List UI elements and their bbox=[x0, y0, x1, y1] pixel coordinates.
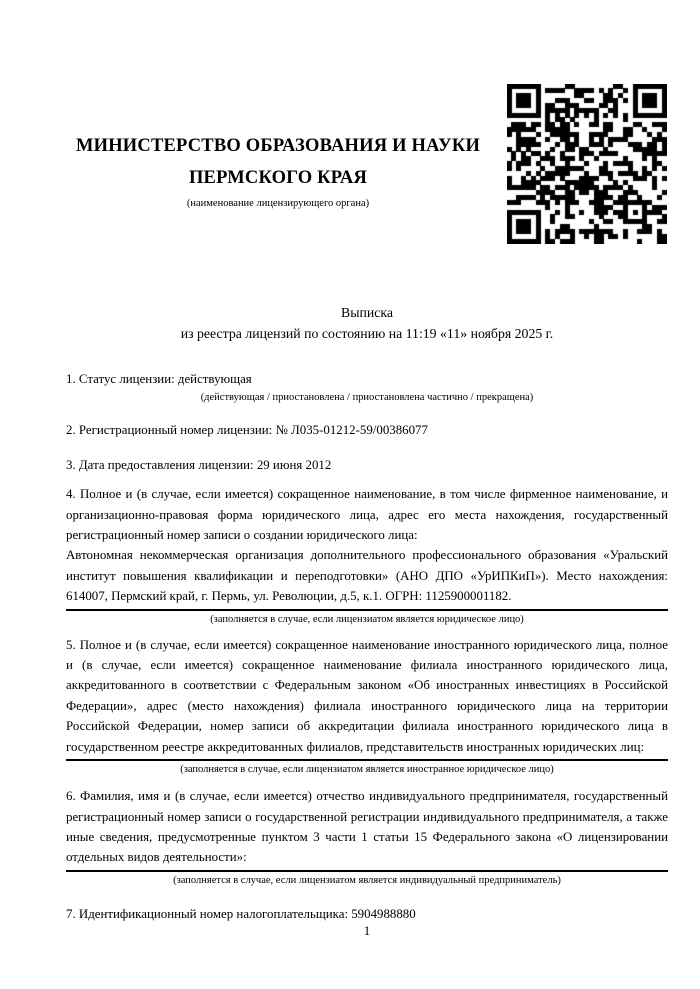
authority-name-caption: (наименование лицензирующего органа) bbox=[186, 198, 370, 209]
document-title-line2: из реестра лицензий по состоянию на 11:19 «11» ноября 2025 г. bbox=[180, 325, 554, 341]
taxpayer-id-text: 7. Идентификационный номер налогоплательщика: 5904988880 bbox=[66, 906, 416, 921]
authority-name-line2: ПЕРМСКОГО КРАЯ bbox=[188, 168, 368, 188]
qr-code-icon bbox=[507, 84, 667, 244]
legal-entity-value: Автономная некоммерческая организация дополнительного профессионального образования «Уральский институт повышения квалификации и переподготовки» (АНО ДПО «УрИПКиП»). Место нахождения: 614007, Пермский край, г. Пермь, ул. Революции, д.5, к.1. ОГРН: 1125900001182. bbox=[66, 548, 668, 604]
document-title-line1: Выписка bbox=[341, 305, 393, 320]
field-license-status bbox=[66, 369, 668, 404]
registration-number-text: 2. Регистрационный номер лицензии: № Л035-01212-59/00386077 bbox=[66, 423, 428, 438]
document-header bbox=[66, 130, 490, 210]
foreign-entity-caption: (заполняется в случае, если лицензиатом является иностранное юридическое лицо) bbox=[180, 764, 554, 776]
individual-entrepreneur-caption: (заполняется в случае, если лицензиатом является индивидуальный предприниматель) bbox=[173, 874, 561, 886]
fill-in-line bbox=[66, 609, 668, 611]
field-license-date bbox=[66, 455, 668, 475]
legal-entity-label: 4. Полное и (в случае, если имеется) сокращенное наименование, в том числе фирменное наименование, и организационно-правовая форма юридического лица, адрес его места нахождения, государственный регистрационный номер записи о создании юридического лица: bbox=[66, 487, 668, 543]
field-individual-entrepreneur bbox=[66, 786, 668, 887]
license-status-text: 1. Статус лицензии: действующая bbox=[66, 372, 252, 386]
fill-in-line bbox=[66, 870, 668, 872]
licensing-authority-name bbox=[66, 130, 490, 194]
foreign-entity-label: 5. Полное и (в случае, если имеется) сокращенное наименование иностранного юридического лица, полное и (в случае, если имеется) сокращенное наименование филиала иностранного юридического лица, аккредитованного в соответствии с Федеральным законом «Об иностранных инвестициях в Российской Федерации», адрес (место нахождения) филиала иностранного юридического лица на территории Российской Федерации, номер записи об аккредитации филиала иностранного юридического лица в государственном реестре аккредитованных филиалов, представительств иностранных юридических лиц: bbox=[66, 637, 668, 754]
field-registration-number bbox=[66, 420, 668, 440]
license-date-text: 3. Дата предоставления лицензии: 29 июня 2012 bbox=[66, 457, 332, 472]
license-status-caption: (действующая / приостановлена / приостановлена частично / прекращена) bbox=[200, 392, 534, 404]
page-number: 1 bbox=[363, 924, 371, 938]
authority-name-line1: МИНИСТЕРСТВО ОБРАЗОВАНИЯ И НАУКИ bbox=[75, 136, 481, 156]
legal-entity-caption: (заполняется в случае, если лицензиатом является юридическое лицо) bbox=[210, 613, 524, 625]
field-foreign-entity bbox=[66, 635, 668, 776]
field-taxpayer-id bbox=[66, 904, 668, 924]
individual-entrepreneur-label: 6. Фамилия, имя и (в случае, если имеется) отчество индивидуального предпринимателя, государственный регистрационный номер записи о государственной регистрации индивидуального предпринимателя, а также иные сведения, предусмотренные пунктом 3 части 1 статьи 15 Федерального закона «О лицензировании отдельных видов деятельности»: bbox=[66, 789, 668, 865]
document-title bbox=[66, 303, 668, 344]
field-legal-entity bbox=[66, 484, 668, 625]
fill-in-line bbox=[66, 759, 668, 761]
document-body bbox=[66, 303, 668, 924]
